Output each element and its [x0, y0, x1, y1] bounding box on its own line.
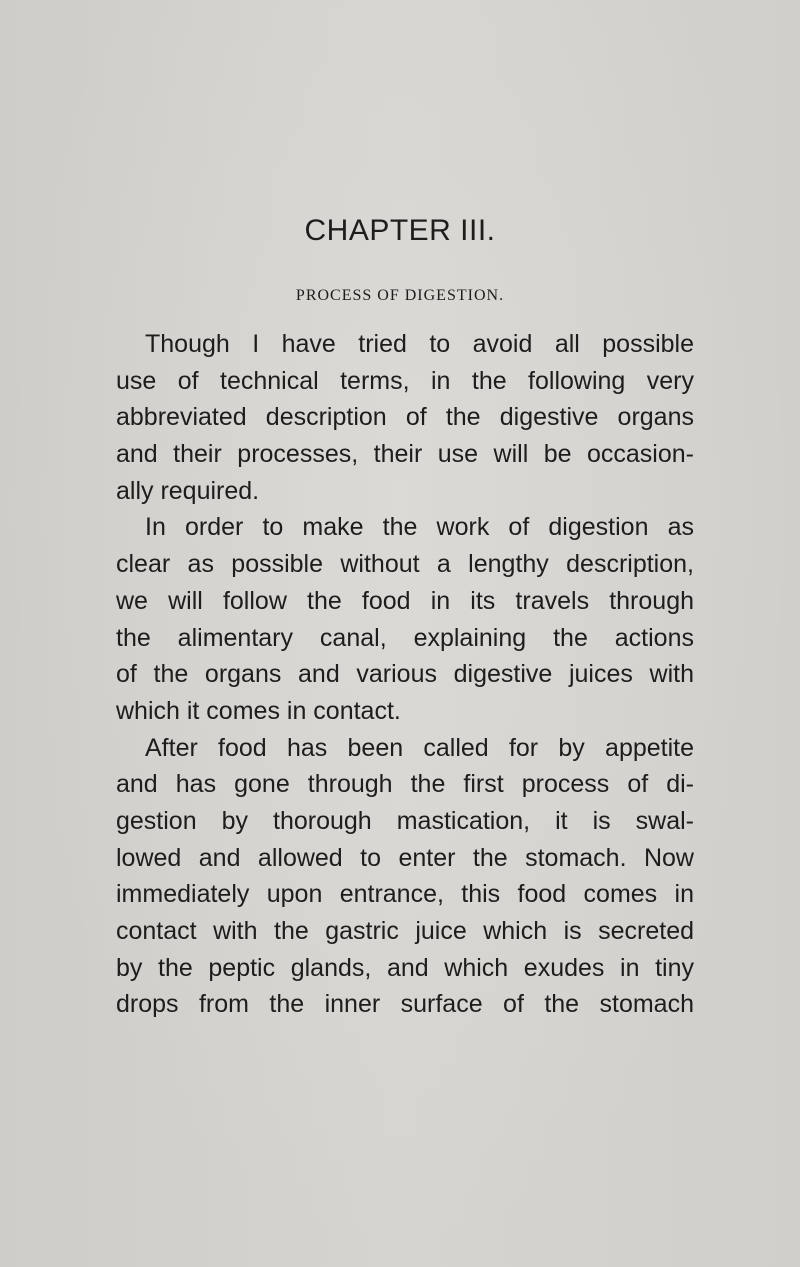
text-line: abbreviated description of the digestive organs: [116, 403, 694, 432]
text-line: clear as possible without a lengthy description,: [116, 550, 694, 579]
text-line: and their processes, their use will be occasion-: [116, 440, 694, 469]
body-text: [116, 326, 694, 1023]
text-line: by the peptic glands, and which exudes in tiny: [116, 953, 694, 982]
text-line: immediately upon entrance, this food comes in: [116, 880, 694, 909]
text-line: the alimentary canal, explaining the actions: [116, 623, 694, 652]
text-line: which it comes in contact.: [116, 696, 401, 725]
section-title: PROCESS OF DIGESTION.: [295, 287, 505, 304]
paragraph-3: [116, 730, 694, 1024]
text-line: and has gone through the first process of di-: [116, 770, 694, 799]
text-line: ally required.: [116, 476, 260, 505]
text-line: lowed and allowed to enter the stomach. Now: [116, 843, 694, 872]
text-line: Though I have tried to avoid all possible: [145, 330, 694, 358]
text-line: drops from the inner surface of the stomach: [116, 990, 694, 1019]
text-line: In order to make the work of digestion as: [145, 513, 694, 542]
paragraph-1: [116, 326, 694, 509]
text-line: use of technical terms, in the following very: [116, 366, 694, 395]
text-line: of the organs and various digestive juices with: [116, 660, 694, 689]
text-line: we will follow the food in its travels through: [116, 586, 694, 615]
paragraph-2: [116, 509, 694, 729]
text-line: contact with the gastric juice which is secreted: [116, 917, 694, 945]
chapter-title: CHAPTER III.: [304, 214, 496, 247]
text-line: After food has been called for by appetite: [145, 733, 694, 762]
text-line: gestion by thorough mastication, it is swal-: [116, 806, 694, 835]
